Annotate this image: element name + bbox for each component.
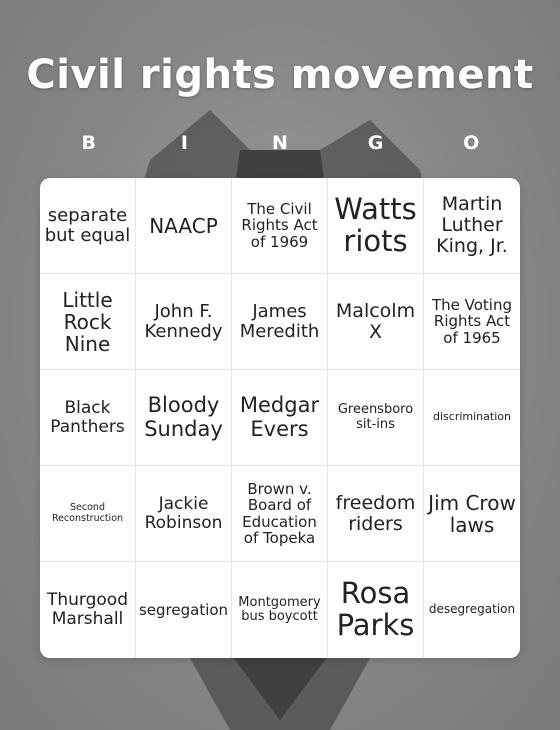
bingo-cell[interactable]: Bloody Sunday [136, 370, 232, 466]
bingo-cell[interactable]: Thurgood Marshall [40, 562, 136, 658]
header-letter-o: O [463, 132, 480, 154]
header-letter-n: N [272, 132, 288, 154]
bingo-cell[interactable]: Greensboro sit-ins [328, 370, 424, 466]
bingo-cell[interactable]: Second Reconstruction [40, 466, 136, 562]
bingo-cell[interactable]: Jim Crow laws [424, 466, 520, 562]
bingo-cell[interactable]: Malcolm X [328, 274, 424, 370]
bingo-cell[interactable]: Watts riots [328, 178, 424, 274]
bingo-cell[interactable]: desegregation [428, 602, 516, 617]
bingo-cell[interactable]: discrimination [424, 370, 520, 466]
bingo-cell[interactable]: Rosa Parks [328, 562, 424, 658]
bingo-cell[interactable]: James Meredith [232, 274, 328, 370]
bingo-cell[interactable]: NAACP [136, 178, 232, 274]
bingo-cell[interactable]: Martin Luther King, Jr. [424, 178, 520, 274]
bingo-cell[interactable]: Black Panthers [40, 370, 136, 466]
bingo-cell[interactable]: segregation [136, 562, 232, 658]
bingo-cell[interactable]: Jackie Robinson [136, 466, 232, 562]
header-letter-i: I [180, 132, 188, 154]
board-title: Civil rights movement [26, 52, 534, 98]
bingo-cell[interactable]: The Civil Rights Act of 1969 [232, 178, 328, 274]
bingo-cell[interactable]: The Voting Rights Act of 1965 [424, 274, 520, 370]
bingo-cell[interactable]: separate but equal [40, 178, 136, 274]
bingo-board [40, 178, 520, 658]
bingo-cell[interactable]: Montgomery bus boycott [232, 562, 328, 658]
bingo-cell[interactable]: Little Rock Nine [40, 274, 136, 370]
bingo-cell[interactable]: freedom riders [328, 466, 424, 562]
bingo-cell[interactable]: John F. Kennedy [136, 274, 232, 370]
header-letter-g: G [367, 132, 384, 154]
bingo-cell[interactable]: Medgar Evers [232, 370, 328, 466]
bingo-header [41, 132, 519, 162]
header-letter-b: B [81, 132, 97, 154]
bingo-cell[interactable]: Brown v. Board of Education of Topeka [232, 466, 328, 562]
